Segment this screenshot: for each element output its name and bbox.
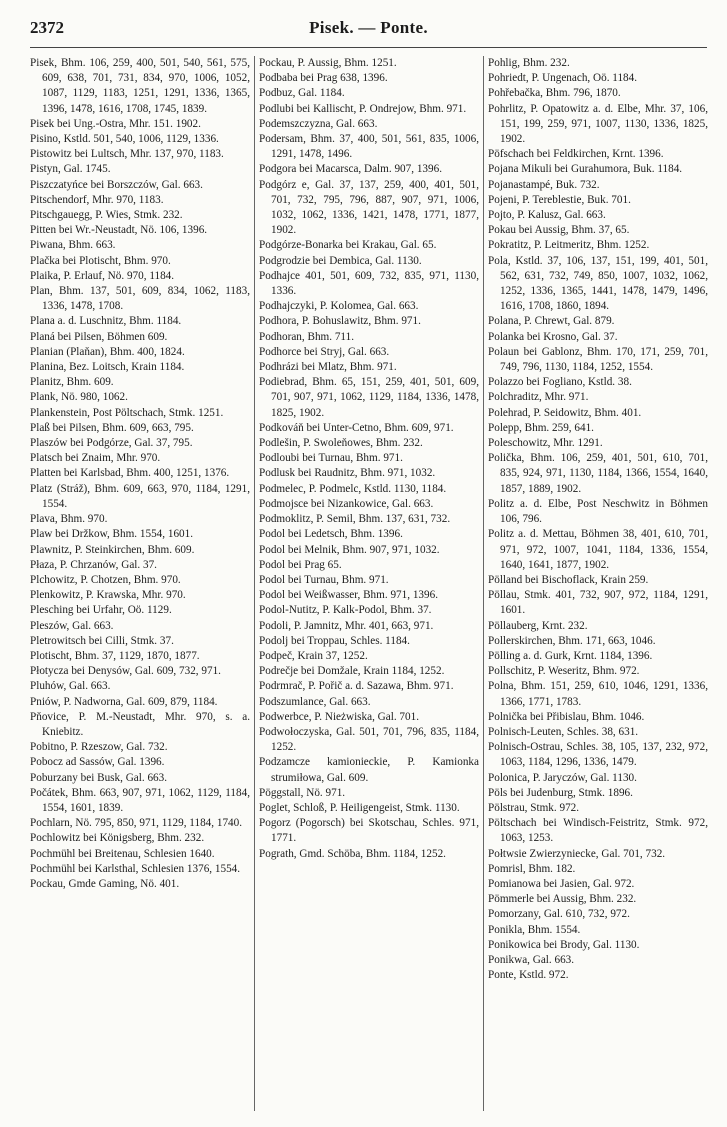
- directory-entry: Podkováň bei Unter-Cetno, Bhm. 609, 971.: [259, 421, 454, 434]
- directory-entry: Plava, Bhm. 970.: [30, 513, 108, 526]
- directory-entry: Polepp, Bhm. 259, 641.: [488, 421, 594, 434]
- directory-entry: Pitschgauegg, P. Wies, Stmk. 232.: [30, 209, 183, 222]
- directory-entry: Pölstrau, Stmk. 972.: [488, 801, 580, 814]
- directory-entry: Podemszczyzna, Gal. 663.: [259, 117, 378, 130]
- directory-entry: Platten bei Karlsbad, Bhm. 400, 1251, 1376.: [30, 467, 230, 480]
- directory-entry: Pölling a. d. Gurk, Krnt. 1184, 1396.: [488, 649, 653, 662]
- header-rule: [30, 47, 707, 48]
- directory-entry: Pojto, P. Kalusz, Gal. 663.: [488, 209, 606, 222]
- directory-entry: Pollerskirchen, Bhm. 171, 663, 1046.: [488, 634, 656, 647]
- directory-entry: Polonica, P. Jaryczów, Gal. 1130.: [488, 771, 637, 784]
- directory-entry: Pokau bei Aussig, Bhm. 37, 65.: [488, 224, 630, 237]
- directory-entry: Plaß bei Pilsen, Bhm. 609, 663, 795.: [30, 421, 194, 434]
- directory-entry: Plankenstein, Post Pöltschach, Stmk. 1251.: [30, 406, 224, 419]
- directory-entry: Pohlig, Bhm. 232.: [488, 57, 570, 69]
- directory-entry: Pogorz (Pogorsch) bei Skotschau, Schles. 971, 1771.: [259, 817, 479, 845]
- directory-entry: Podol-Nutitz, P. Kalk-Podol, Bhm. 37.: [259, 604, 432, 617]
- directory-entry: Pojanastampé, Buk. 732.: [488, 178, 600, 191]
- directory-entry: Pomrisl, Bhm. 182.: [488, 862, 576, 875]
- directory-entry: Pochlowitz bei Königsberg, Bhm. 232.: [30, 832, 205, 845]
- directory-entry: Pograth, Gmd. Schöba, Bhm. 1184, 1252.: [259, 847, 446, 860]
- directory-entry: Podoli, P. Jamnitz, Mhr. 401, 663, 971.: [259, 619, 434, 632]
- directory-entry: Podlusk bei Raudnitz, Bhm. 971, 1032.: [259, 467, 436, 480]
- directory-entry: Plank, Nö. 980, 1062.: [30, 391, 128, 404]
- page-header: [30, 18, 707, 44]
- directory-entry: Plchowitz, P. Chotzen, Bhm. 970.: [30, 573, 181, 586]
- directory-entry: Plesching bei Urfahr, Oö. 1129.: [30, 604, 172, 617]
- directory-entry: Poleschowitz, Mhr. 1291.: [488, 437, 603, 450]
- directory-entry: Počátek, Bhm. 663, 907, 971, 1062, 1129, 1184, 1554, 1601, 1839.: [30, 786, 250, 814]
- directory-entry: Pochlarn, Nö. 795, 850, 971, 1129, 1184, 1740.: [30, 817, 243, 830]
- directory-entry: Pleszów, Gal. 663.: [30, 619, 114, 632]
- directory-entry: Podmelec, P. Podmelc, Kstld. 1130, 1184.: [259, 482, 447, 495]
- directory-entry: Polazzo bei Fogliano, Kstld. 38.: [488, 376, 632, 389]
- directory-entry: Plaika, P. Erlauf, Nö. 970, 1184.: [30, 269, 175, 282]
- directory-entry: Pojeni, P. Tereblestie, Buk. 701.: [488, 193, 631, 206]
- directory-entry: Pobitno, P. Rzeszow, Gal. 732.: [30, 741, 168, 754]
- directory-entry: Podloubi bei Turnau, Bhm. 971.: [259, 452, 403, 465]
- directory-entry: Podwerbce, P. Nieżwiska, Gal. 701.: [259, 710, 420, 723]
- directory-entry: Polička, Bhm. 106, 259, 401, 501, 610, 701, 835, 924, 971, 1130, 1184, 1366, 1554, 1640, 1857, 1889, 1902.: [488, 452, 708, 495]
- directory-entry: Podersam, Bhm. 37, 400, 501, 561, 835, 1006, 1291, 1478, 1496.: [259, 133, 479, 161]
- directory-entry: Podol bei Melnik, Bhm. 907, 971, 1032.: [259, 543, 440, 556]
- directory-entry: Płotycza bei Denysów, Gal. 609, 732, 971.: [30, 665, 221, 678]
- directory-entry: Podol bei Turnau, Bhm. 971.: [259, 573, 389, 586]
- directory-entry: Pokratitz, P. Leitmeritz, Bhm. 1252.: [488, 239, 650, 252]
- directory-entry: Podol bei Weißwasser, Bhm. 971, 1396.: [259, 589, 438, 602]
- directory-entry: Ponikowica bei Brody, Gal. 1130.: [488, 938, 640, 951]
- directory-entry: Pola, Kstld. 37, 106, 137, 151, 199, 401, 501, 562, 631, 732, 749, 850, 1007, 1032, 1062, 1252, 1336, 1365, 1441, 1478, 1479, 1496, 1616, 1708, 1860, 1894.: [488, 254, 708, 313]
- directory-entry: Połtwsie Zwierzyniecke, Gal. 701, 732.: [488, 847, 666, 860]
- directory-entry: Podrmrač, P. Pořič a. d. Sazawa, Bhm. 971.: [259, 680, 454, 693]
- directory-entry: Podhora, P. Bohuslawitz, Bhm. 971.: [259, 315, 421, 328]
- directory-entry: Pockau, Gmde Gaming, Nö. 401.: [30, 877, 180, 890]
- directory-entry: Podhajce 401, 501, 609, 732, 835, 971, 1130, 1336.: [259, 269, 479, 298]
- directory-entry: Podlešin, P. Swoleňowes, Bhm. 232.: [259, 437, 423, 450]
- directory-entry: Polehrad, P. Seidowitz, Bhm. 401.: [488, 406, 642, 419]
- directory-entry: Politz a. d. Elbe, Post Neschwitz in Böhmen 106, 796.: [488, 497, 708, 526]
- directory-entry: Plaszów bei Podgórze, Gal. 37, 795.: [30, 437, 193, 450]
- directory-entry: Polnisch-Leuten, Schles. 38, 631.: [488, 725, 639, 738]
- directory-entry: Pockau, P. Aussig, Bhm. 1251.: [259, 57, 397, 69]
- directory-entry: Pisino, Kstld. 501, 540, 1006, 1129, 1336.: [30, 133, 219, 146]
- directory-entry: Pisek bei Ung.-Ostra, Mhr. 151. 1902.: [30, 117, 201, 130]
- directory-entry: Podol bei Ledetsch, Bhm. 1396.: [259, 528, 403, 541]
- directory-entry: Podbaba bei Prag 638, 1396.: [259, 72, 388, 85]
- directory-entry: Polchraditz, Mhr. 971.: [488, 391, 589, 404]
- directory-entry: Podrečje bei Domžale, Krain 1184, 1252.: [259, 665, 445, 678]
- directory-entry: Plenkowitz, P. Krawska, Mhr. 970.: [30, 589, 186, 602]
- directory-entry: Pitschendorf, Mhr. 970, 1183.: [30, 193, 164, 206]
- directory-entry: Plaw bei Držkow, Bhm. 1554, 1601.: [30, 528, 194, 541]
- directory-entry: Podiebrad, Bhm. 65, 151, 259, 401, 501, 609, 701, 907, 971, 1062, 1129, 1184, 1336, 1478, 1825, 1902.: [259, 376, 479, 419]
- running-head: Pisek. — Ponte.: [309, 18, 428, 37]
- directory-entry: Pistyn, Gal. 1745.: [30, 163, 111, 176]
- directory-entry: Podgórz e, Gal. 37, 137, 259, 400, 401, 501, 701, 732, 795, 796, 887, 907, 971, 1006, 1032, 1062, 1336, 1421, 1478, 1771, 1877, 1902.: [259, 178, 479, 237]
- directory-entry: Pomianowa bei Jasien, Gal. 972.: [488, 877, 635, 890]
- page-number: 2372: [30, 18, 64, 37]
- directory-entry: Planitz, Bhm. 609.: [30, 376, 114, 389]
- directory-entry: Polna, Bhm. 151, 259, 610, 1046, 1291, 1336, 1366, 1771, 1783.: [488, 680, 708, 708]
- directory-entry: Podmoklitz, P. Semil, Bhm. 137, 631, 732.: [259, 513, 451, 526]
- directory-entry: Podolj bei Troppau, Schles. 1184.: [259, 634, 410, 647]
- directory-entry: Planian (Plaňan), Bhm. 400, 1824.: [30, 345, 185, 358]
- directory-entry: Pöls bei Judenburg, Stmk. 1896.: [488, 786, 633, 799]
- directory-entry: Pojana Mikuli bei Gurahumora, Buk. 1184.: [488, 163, 683, 176]
- directory-entry: Płaza, P. Chrzanów, Gal. 37.: [30, 558, 157, 571]
- directory-entry: Pohrlitz, P. Opatowitz a. d. Elbe, Mhr. 37, 106, 151, 199, 259, 971, 1007, 1130, 1336, 1825, 1902.: [488, 102, 708, 146]
- directory-entry: Podzamcze kamionieckie, P. Kamionka strumiłowa, Gal. 609.: [259, 756, 479, 784]
- directory-entry: Podszumlance, Gal. 663.: [259, 695, 371, 708]
- directory-entry: Pňovice, P. M.-Neustadt, Mhr. 970, s. a. Kniebitz.: [30, 710, 250, 738]
- directory-entry: Ponikwa, Gal. 663.: [488, 953, 575, 966]
- directory-entry: Pomorzany, Gal. 610, 732, 972.: [488, 908, 630, 921]
- directory-entry: Podmojsce bei Nizankowice, Gal. 663.: [259, 497, 434, 510]
- directory-entry: Podgrodzie bei Dembica, Gal. 1130.: [259, 254, 422, 267]
- directory-entry: Podhajczyki, P. Kolomea, Gal. 663.: [259, 300, 419, 313]
- directory-entry: Pölland bei Bischoflack, Krain 259.: [488, 573, 649, 586]
- directory-entry: Plačka bei Plotischt, Bhm. 970.: [30, 254, 171, 267]
- directory-entry: Polnička bei Přibislau, Bhm. 1046.: [488, 710, 645, 723]
- directory-entry: Pobocz ad Sassów, Gal. 1396.: [30, 756, 165, 769]
- directory-entry: Piwana, Bhm. 663.: [30, 239, 116, 252]
- directory-entry: Pollschitz, P. Weseritz, Bhm. 972.: [488, 665, 640, 678]
- directory-entry: Pochmühl bei Breitenau, Schlesien 1640.: [30, 847, 215, 860]
- directory-entry: Podbuz, Gal. 1184.: [259, 87, 345, 100]
- directory-entry: Pistowitz bei Lultsch, Mhr. 137, 970, 1183.: [30, 148, 224, 161]
- directory-entry: Pitten bei Wr.-Neustadt, Nö. 106, 1396.: [30, 224, 208, 237]
- directory-entry: Piszczatyńce bei Borszczów, Gal. 663.: [30, 178, 203, 191]
- directory-entry: Pohriedt, P. Ungenach, Oö. 1184.: [488, 72, 638, 85]
- directory-entry: Pniów, P. Nadworna, Gal. 609, 879, 1184.: [30, 695, 218, 708]
- directory-entry: Polnisch-Ostrau, Schles. 38, 105, 137, 232, 972, 1063, 1184, 1296, 1336, 1479.: [488, 741, 708, 769]
- directory-entry: Politz a. d. Mettau, Böhmen 38, 401, 610, 701, 971, 972, 1007, 1041, 1184, 1336, 1554, 1640, 1641, 1877, 1902.: [488, 528, 708, 571]
- directory-entry: Pochmühl bei Karlsthal, Schlesien 1376, 1554.: [30, 862, 241, 875]
- directory-entry: Pöfschach bei Feldkirchen, Krnt. 1396.: [488, 148, 664, 161]
- column-left: [30, 56, 254, 1111]
- directory-entry: Pöllauberg, Krnt. 232.: [488, 619, 588, 632]
- directory-entry: Pöltschach bei Windisch-Feistritz, Stmk. 972, 1063, 1253.: [488, 817, 708, 845]
- directory-entry: Pöggstall, Nö. 971.: [259, 786, 346, 799]
- directory-entry: Podhorce bei Stryj, Gal. 663.: [259, 345, 390, 358]
- directory-entry: Platsch bei Znaim, Mhr. 970.: [30, 452, 161, 465]
- directory-entry: Planina, Bez. Loitsch, Krain 1184.: [30, 361, 185, 374]
- directory-entry: Plotischt, Bhm. 37, 1129, 1870, 1877.: [30, 649, 200, 662]
- directory-entry: Ponte, Kstld. 972.: [488, 969, 569, 982]
- directory-entry: Pohřebačka, Bhm. 796, 1870.: [488, 87, 621, 100]
- directory-entry: Pöllau, Stmk. 401, 732, 907, 972, 1184, 1291, 1601.: [488, 589, 708, 617]
- directory-entry: Poglet, Schloß, P. Heiligengeist, Stmk. 1130.: [259, 801, 460, 814]
- directory-entry: Podgórze-Bonarka bei Krakau, Gal. 65.: [259, 239, 437, 252]
- directory-entry: Plawnitz, P. Steinkirchen, Bhm. 609.: [30, 543, 195, 556]
- directory-entry: Plan, Bhm. 137, 501, 609, 834, 1062, 1183, 1336, 1478, 1708.: [30, 285, 250, 313]
- directory-entry: Planá bei Pilsen, Böhmen 609.: [30, 330, 168, 343]
- column-middle: [254, 56, 483, 1111]
- directory-entry: Podhoran, Bhm. 711.: [259, 330, 354, 343]
- directory-entry: Plana a. d. Luschnitz, Bhm. 1184.: [30, 315, 182, 328]
- directory-entry: Polana, P. Chrewt, Gal. 879.: [488, 315, 615, 328]
- directory-entry: Pletrowitsch bei Cilli, Stmk. 37.: [30, 634, 174, 647]
- directory-entry: Podgora bei Macarsca, Dalm. 907, 1396.: [259, 163, 442, 176]
- directory-entry: Polaun bei Gablonz, Bhm. 170, 171, 259, 701, 749, 796, 1130, 1184, 1252, 1554.: [488, 345, 708, 374]
- directory-entry: Platz (Stráž), Bhm. 609, 663, 970, 1184, 1291, 1554.: [30, 482, 250, 510]
- directory-entry: Podhrázi bei Mlatz, Bhm. 971.: [259, 361, 397, 374]
- directory-entry: Podwołoczyska, Gal. 501, 701, 796, 835, 1184, 1252.: [259, 725, 479, 754]
- directory-entry: Podlubi bei Kallischt, P. Ondrejow, Bhm. 971.: [259, 102, 467, 115]
- directory-entry: Podol bei Prag 65.: [259, 558, 342, 571]
- column-right: [483, 56, 708, 1111]
- directory-entry: Pluhów, Gal. 663.: [30, 680, 111, 693]
- directory-entry: Pisek, Bhm. 106, 259, 400, 501, 540, 561, 575, 609, 638, 701, 731, 834, 970, 1006, 1052, 1087, 1129, 1183, 1251, 1291, 1336, 1365, 1396, 1478, 1616, 1708, 1745, 1839.: [30, 57, 250, 115]
- entry-columns: [30, 56, 708, 1111]
- directory-entry: Ponikla, Bhm. 1554.: [488, 923, 581, 936]
- directory-entry: Poburzany bei Busk, Gal. 663.: [30, 771, 168, 784]
- directory-entry: Pömmerle bei Aussig, Bhm. 232.: [488, 893, 637, 906]
- directory-entry: Polanka bei Krosno, Gal. 37.: [488, 330, 618, 343]
- directory-entry: Podpeč, Krain 37, 1252.: [259, 649, 368, 662]
